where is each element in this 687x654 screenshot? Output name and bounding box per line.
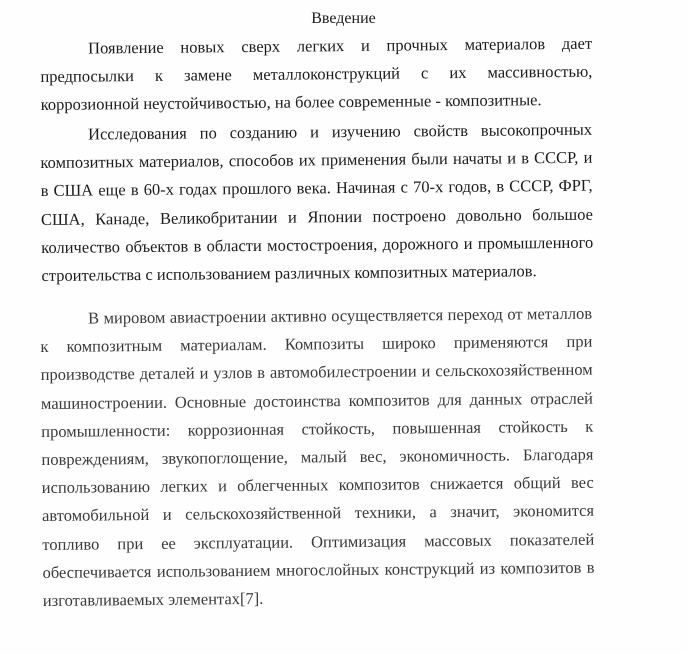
paragraph-2: Исследования по созданию и изучению свойств высокопрочных композитных материалов, способов их применения были начаты и в СССР, и в США еще в 60-х годах прошлого века. Начиная с 70-х годов, в СССР, ФРГ, США, Канаде, Великобритании и Японии построено довольно большое количество объектов в области мостостроения, дорожного и промышленного строительства с использованием различных композитных материалов. xyxy=(40,119,594,286)
document-title: Введение xyxy=(311,10,376,27)
paragraph-1: Появление новых сверх легких и прочных материалов дает предпосылки к замене металлоконструкций с их массивностью, коррозионной неустойчивостью, на более современные - композитные. xyxy=(40,33,593,115)
paragraph-3: В мировом авиастроении активно осуществляется переход от металлов к композитным материалам. Композиты широко применяются при производстве деталей и узлов в автомобилестроении и сельскохозяйственном машиностроении. Основные достоинства композитов для данных отраслей промышленности: коррозионная стойкость, повышенная стойкость к повреждениям, звукопоглощение, малый вес, экономичность. Благодаря использованию легких и облегченных композитов снижается общий вес автомобильной и сельскохозяйственной техники, а значит, экономится топливо при ее эксплуатации. Оптимизация массовых показателей обеспечивается использованием многослойных конструкций из композитов в изготавливаемых элементах[7]. xyxy=(40,303,595,611)
